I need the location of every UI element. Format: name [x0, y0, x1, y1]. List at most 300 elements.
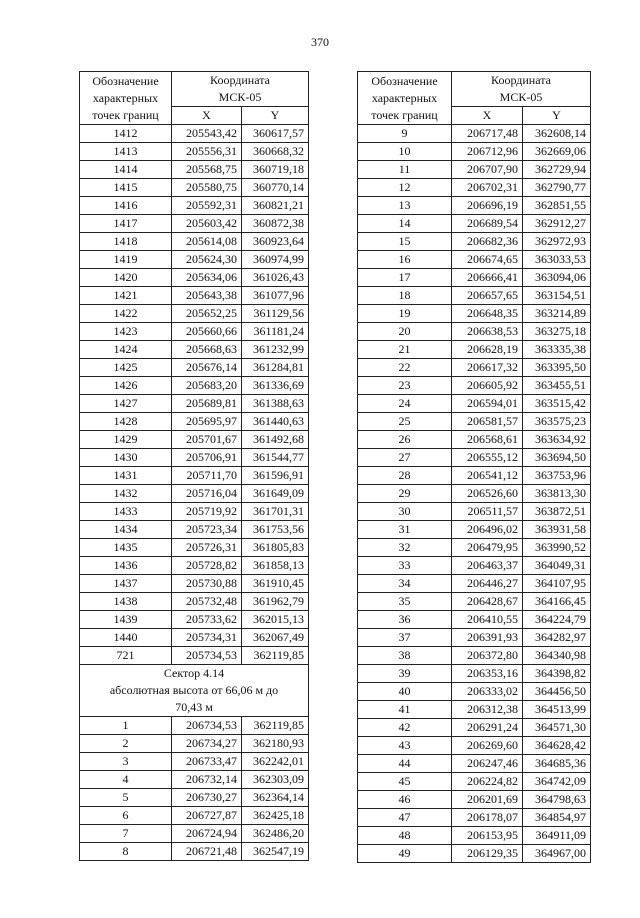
point-id-cell: 11	[358, 161, 452, 179]
point-id-cell: 15	[358, 233, 452, 251]
table-row	[358, 305, 591, 323]
y-coordinate-cell: 360923,64	[242, 233, 309, 251]
point-id-cell: 4	[80, 771, 172, 789]
sector-header	[80, 665, 309, 717]
point-id-cell: 1426	[80, 377, 172, 395]
x-coordinate-cell: 205706,91	[172, 449, 242, 467]
y-coordinate-cell: 362486,20	[242, 825, 309, 843]
table-row	[358, 575, 591, 593]
table-row	[358, 377, 591, 395]
point-id-cell: 1438	[80, 593, 172, 611]
table-row	[80, 771, 309, 789]
table-row	[80, 467, 309, 485]
table-row	[80, 449, 309, 467]
x-coordinate-cell: 206526,60	[452, 485, 523, 503]
point-id-cell: 1417	[80, 215, 172, 233]
table-row	[80, 251, 309, 269]
table-row	[358, 503, 591, 521]
table-row	[80, 215, 309, 233]
table-row	[358, 719, 591, 737]
point-id-cell: 9	[358, 125, 452, 143]
x-header: X	[452, 107, 523, 125]
table-row	[80, 377, 309, 395]
table-row	[358, 179, 591, 197]
point-id-cell: 8	[80, 843, 172, 861]
x-coordinate-cell: 206734,27	[172, 735, 242, 753]
y-coordinate-cell: 363094,06	[523, 269, 591, 287]
y-coordinate-cell: 363990,52	[523, 539, 591, 557]
x-coordinate-cell: 206496,02	[452, 521, 523, 539]
sector-line3: 70,43 м	[175, 700, 213, 714]
y-header: Y	[523, 107, 591, 125]
x-coordinate-cell: 206721,48	[172, 843, 242, 861]
table-row	[358, 269, 591, 287]
x-coordinate-cell: 206511,57	[452, 503, 523, 521]
table-row	[80, 233, 309, 251]
y-coordinate-cell: 362180,93	[242, 735, 309, 753]
y-coordinate-cell: 360719,18	[242, 161, 309, 179]
point-id-cell: 1412	[80, 125, 172, 143]
x-coordinate-cell: 205568,75	[172, 161, 242, 179]
y-coordinate-cell: 361962,79	[242, 593, 309, 611]
x-coordinate-cell: 206247,46	[452, 755, 523, 773]
x-coordinate-cell: 206153,95	[452, 827, 523, 845]
y-coordinate-cell: 363395,50	[523, 359, 591, 377]
point-header: Обозначение характерных точек границ	[80, 72, 172, 125]
table-row	[358, 611, 591, 629]
y-coordinate-cell: 364166,45	[523, 593, 591, 611]
right-coordinates-table	[357, 71, 591, 863]
x-coordinate-cell: 206555,12	[452, 449, 523, 467]
x-coordinate-cell: 206353,16	[452, 665, 523, 683]
x-coordinate-cell: 205716,04	[172, 485, 242, 503]
table-row	[358, 485, 591, 503]
point-id-cell: 1420	[80, 269, 172, 287]
point-id-cell: 41	[358, 701, 452, 719]
x-coordinate-cell: 206224,82	[452, 773, 523, 791]
table-row	[80, 359, 309, 377]
x-coordinate-cell: 205556,31	[172, 143, 242, 161]
table-row	[80, 503, 309, 521]
x-coordinate-cell: 206201,69	[452, 791, 523, 809]
coord-header: Координата МСК-05	[452, 72, 591, 107]
y-coordinate-cell: 361336,69	[242, 377, 309, 395]
y-coordinate-cell: 363335,38	[523, 341, 591, 359]
table-row	[358, 323, 591, 341]
y-coordinate-cell: 362547,19	[242, 843, 309, 861]
x-coordinate-cell: 206717,48	[452, 125, 523, 143]
table-row	[358, 143, 591, 161]
y-coordinate-cell: 364967,00	[523, 845, 591, 863]
y-coordinate-cell: 364798,63	[523, 791, 591, 809]
table-row	[358, 125, 591, 143]
point-id-cell: 47	[358, 809, 452, 827]
left-coordinates-table	[79, 71, 309, 861]
y-coordinate-cell: 360872,38	[242, 215, 309, 233]
table-row	[80, 341, 309, 359]
point-id-cell: 48	[358, 827, 452, 845]
point-id-cell: 1423	[80, 323, 172, 341]
point-id-cell: 40	[358, 683, 452, 701]
table-row	[80, 143, 309, 161]
table-row	[358, 413, 591, 431]
point-id-cell: 23	[358, 377, 452, 395]
point-id-cell: 1419	[80, 251, 172, 269]
x-coordinate-cell: 205614,08	[172, 233, 242, 251]
table-row	[358, 809, 591, 827]
table-row	[80, 161, 309, 179]
table-row	[358, 359, 591, 377]
table-row	[358, 629, 591, 647]
table-row	[358, 593, 591, 611]
y-coordinate-cell: 364340,98	[523, 647, 591, 665]
point-id-cell: 1418	[80, 233, 172, 251]
x-coordinate-cell: 206178,07	[452, 809, 523, 827]
table-row	[80, 395, 309, 413]
x-coordinate-cell: 205732,48	[172, 593, 242, 611]
table-row	[358, 395, 591, 413]
x-coordinate-cell: 206269,60	[452, 737, 523, 755]
x-coordinate-cell: 205624,30	[172, 251, 242, 269]
point-id-cell: 1437	[80, 575, 172, 593]
x-coordinate-cell: 205543,42	[172, 125, 242, 143]
x-coordinate-cell: 205676,14	[172, 359, 242, 377]
point-id-cell: 1428	[80, 413, 172, 431]
x-coordinate-cell: 205723,34	[172, 521, 242, 539]
y-coordinate-cell: 364398,82	[523, 665, 591, 683]
table-row	[80, 485, 309, 503]
y-coordinate-cell: 363694,50	[523, 449, 591, 467]
y-coordinate-cell: 363753,96	[523, 467, 591, 485]
sector-title: Сектор 4.14	[163, 666, 225, 680]
table-row	[80, 593, 309, 611]
x-coordinate-cell: 205734,53	[172, 647, 242, 665]
point-id-cell: 1416	[80, 197, 172, 215]
point-id-cell: 31	[358, 521, 452, 539]
y-coordinate-cell: 363515,42	[523, 395, 591, 413]
y-coordinate-cell: 361388,63	[242, 395, 309, 413]
x-coordinate-cell: 205734,31	[172, 629, 242, 647]
table-row	[358, 233, 591, 251]
y-coordinate-cell: 361232,99	[242, 341, 309, 359]
point-id-cell: 33	[358, 557, 452, 575]
table-row	[80, 323, 309, 341]
x-coordinate-cell: 206479,95	[452, 539, 523, 557]
point-id-cell: 5	[80, 789, 172, 807]
point-id-cell: 1414	[80, 161, 172, 179]
point-id-cell: 3	[80, 753, 172, 771]
y-coordinate-cell: 363634,92	[523, 431, 591, 449]
x-header: X	[172, 107, 242, 125]
y-coordinate-cell: 360821,21	[242, 197, 309, 215]
x-coordinate-cell: 206594,01	[452, 395, 523, 413]
point-id-cell: 32	[358, 539, 452, 557]
point-id-cell: 22	[358, 359, 452, 377]
x-coordinate-cell: 206696,19	[452, 197, 523, 215]
y-coordinate-cell: 362242,01	[242, 753, 309, 771]
table-row	[358, 539, 591, 557]
point-id-cell: 1429	[80, 431, 172, 449]
x-coordinate-cell: 206727,87	[172, 807, 242, 825]
point-id-cell: 39	[358, 665, 452, 683]
y-coordinate-cell: 364628,42	[523, 737, 591, 755]
x-coordinate-cell: 205634,06	[172, 269, 242, 287]
x-coordinate-cell: 206733,47	[172, 753, 242, 771]
table-row	[80, 413, 309, 431]
y-coordinate-cell: 361544,77	[242, 449, 309, 467]
point-id-cell: 17	[358, 269, 452, 287]
x-coordinate-cell: 206730,27	[172, 789, 242, 807]
x-coordinate-cell: 206657,65	[452, 287, 523, 305]
point-id-cell: 1430	[80, 449, 172, 467]
table-row	[358, 431, 591, 449]
x-coordinate-cell: 206628,19	[452, 341, 523, 359]
table-row	[80, 843, 309, 861]
table-row	[358, 791, 591, 809]
point-id-cell: 42	[358, 719, 452, 737]
x-coordinate-cell: 206391,93	[452, 629, 523, 647]
x-coordinate-cell: 206333,02	[452, 683, 523, 701]
y-coordinate-cell: 364049,31	[523, 557, 591, 575]
y-coordinate-cell: 363575,23	[523, 413, 591, 431]
x-coordinate-cell: 206129,35	[452, 845, 523, 863]
y-coordinate-cell: 361596,91	[242, 467, 309, 485]
point-header: Обозначение характерных точек границ	[358, 72, 452, 125]
point-id-cell: 43	[358, 737, 452, 755]
x-coordinate-cell: 206372,80	[452, 647, 523, 665]
x-coordinate-cell: 206410,55	[452, 611, 523, 629]
x-coordinate-cell: 206463,37	[452, 557, 523, 575]
x-coordinate-cell: 205689,81	[172, 395, 242, 413]
point-id-cell: 2	[80, 735, 172, 753]
table-row	[80, 753, 309, 771]
point-id-cell: 44	[358, 755, 452, 773]
table-row	[80, 717, 309, 735]
point-id-cell: 27	[358, 449, 452, 467]
table-row	[80, 197, 309, 215]
point-id-cell: 1421	[80, 287, 172, 305]
y-coordinate-cell: 360617,57	[242, 125, 309, 143]
table-row	[80, 539, 309, 557]
x-coordinate-cell: 205668,63	[172, 341, 242, 359]
y-coordinate-cell: 361753,56	[242, 521, 309, 539]
table-row	[358, 701, 591, 719]
table-row	[80, 287, 309, 305]
y-coordinate-cell: 361181,24	[242, 323, 309, 341]
x-coordinate-cell: 205711,70	[172, 467, 242, 485]
point-id-cell: 18	[358, 287, 452, 305]
table-row	[358, 665, 591, 683]
x-coordinate-cell: 205726,31	[172, 539, 242, 557]
x-coordinate-cell: 206568,61	[452, 431, 523, 449]
point-id-cell: 12	[358, 179, 452, 197]
point-id-cell: 16	[358, 251, 452, 269]
table-row	[358, 521, 591, 539]
x-coordinate-cell: 205683,20	[172, 377, 242, 395]
x-coordinate-cell: 206446,27	[452, 575, 523, 593]
point-id-cell: 7	[80, 825, 172, 843]
y-coordinate-cell: 364911,09	[523, 827, 591, 845]
y-coordinate-cell: 364456,50	[523, 683, 591, 701]
y-coordinate-cell: 362119,85	[242, 647, 309, 665]
table-row	[358, 341, 591, 359]
point-id-cell: 36	[358, 611, 452, 629]
point-id-cell: 1435	[80, 539, 172, 557]
y-coordinate-cell: 363275,18	[523, 323, 591, 341]
y-coordinate-cell: 361026,43	[242, 269, 309, 287]
table-row	[80, 125, 309, 143]
y-coordinate-cell: 361440,63	[242, 413, 309, 431]
x-coordinate-cell: 206674,65	[452, 251, 523, 269]
x-coordinate-cell: 205603,42	[172, 215, 242, 233]
y-coordinate-cell: 363214,89	[523, 305, 591, 323]
y-coordinate-cell: 363813,30	[523, 485, 591, 503]
table-row	[358, 215, 591, 233]
sector-line2: абсолютная высота от 66,06 м до	[109, 683, 279, 697]
x-coordinate-cell: 206682,36	[452, 233, 523, 251]
table-row	[80, 647, 309, 665]
x-coordinate-cell: 206541,12	[452, 467, 523, 485]
x-coordinate-cell: 206712,96	[452, 143, 523, 161]
y-coordinate-cell: 362067,49	[242, 629, 309, 647]
table-row	[80, 269, 309, 287]
table-row	[80, 789, 309, 807]
point-id-cell: 28	[358, 467, 452, 485]
y-coordinate-cell: 361077,96	[242, 287, 309, 305]
table-row	[358, 449, 591, 467]
table-row	[358, 755, 591, 773]
y-coordinate-cell: 362851,55	[523, 197, 591, 215]
coord-header: Координата МСК-05	[172, 72, 309, 107]
x-coordinate-cell: 205695,97	[172, 413, 242, 431]
y-coordinate-cell: 364107,95	[523, 575, 591, 593]
point-id-cell: 1433	[80, 503, 172, 521]
point-id-cell: 721	[80, 647, 172, 665]
y-coordinate-cell: 363931,58	[523, 521, 591, 539]
y-coordinate-cell: 364854,97	[523, 809, 591, 827]
x-coordinate-cell: 206312,38	[452, 701, 523, 719]
y-coordinate-cell: 363154,51	[523, 287, 591, 305]
point-id-cell: 1440	[80, 629, 172, 647]
table-row	[358, 251, 591, 269]
point-id-cell: 34	[358, 575, 452, 593]
table-row	[358, 737, 591, 755]
point-id-cell: 1422	[80, 305, 172, 323]
table-row	[358, 161, 591, 179]
x-coordinate-cell: 206638,53	[452, 323, 523, 341]
y-coordinate-cell: 361701,31	[242, 503, 309, 521]
y-coordinate-cell: 364513,99	[523, 701, 591, 719]
point-id-cell: 29	[358, 485, 452, 503]
point-id-cell: 35	[358, 593, 452, 611]
y-coordinate-cell: 361858,13	[242, 557, 309, 575]
table-row	[80, 305, 309, 323]
x-coordinate-cell: 206666,41	[452, 269, 523, 287]
y-coordinate-cell: 362015,13	[242, 611, 309, 629]
x-coordinate-cell: 206648,35	[452, 305, 523, 323]
x-coordinate-cell: 205728,82	[172, 557, 242, 575]
point-id-cell: 1415	[80, 179, 172, 197]
point-id-cell: 25	[358, 413, 452, 431]
table-row	[358, 287, 591, 305]
x-coordinate-cell: 206291,24	[452, 719, 523, 737]
y-coordinate-cell: 364742,09	[523, 773, 591, 791]
point-id-cell: 14	[358, 215, 452, 233]
table-row	[358, 557, 591, 575]
x-coordinate-cell: 205719,92	[172, 503, 242, 521]
y-coordinate-cell: 361284,81	[242, 359, 309, 377]
y-coordinate-cell: 363033,53	[523, 251, 591, 269]
point-id-cell: 21	[358, 341, 452, 359]
point-id-cell: 1432	[80, 485, 172, 503]
table-row	[80, 735, 309, 753]
point-id-cell: 19	[358, 305, 452, 323]
x-coordinate-cell: 205730,88	[172, 575, 242, 593]
point-id-cell: 1434	[80, 521, 172, 539]
x-coordinate-cell: 205660,66	[172, 323, 242, 341]
x-coordinate-cell: 205643,38	[172, 287, 242, 305]
point-id-cell: 1424	[80, 341, 172, 359]
y-coordinate-cell: 363872,51	[523, 503, 591, 521]
x-coordinate-cell: 206605,92	[452, 377, 523, 395]
y-coordinate-cell: 362119,85	[242, 717, 309, 735]
sector-header-row	[80, 665, 309, 717]
y-coordinate-cell: 361805,83	[242, 539, 309, 557]
table-row	[358, 647, 591, 665]
point-id-cell: 10	[358, 143, 452, 161]
x-coordinate-cell: 205652,25	[172, 305, 242, 323]
x-coordinate-cell: 205592,31	[172, 197, 242, 215]
y-coordinate-cell: 364571,30	[523, 719, 591, 737]
y-coordinate-cell: 364282,97	[523, 629, 591, 647]
table-row	[80, 521, 309, 539]
point-id-cell: 1425	[80, 359, 172, 377]
table-row	[358, 197, 591, 215]
x-coordinate-cell: 206734,53	[172, 717, 242, 735]
point-id-cell: 1439	[80, 611, 172, 629]
x-coordinate-cell: 206617,32	[452, 359, 523, 377]
y-coordinate-cell: 364685,36	[523, 755, 591, 773]
table-row	[358, 827, 591, 845]
table-row	[358, 773, 591, 791]
table-row	[80, 825, 309, 843]
y-coordinate-cell: 362912,27	[523, 215, 591, 233]
y-coordinate-cell: 361492,68	[242, 431, 309, 449]
y-coordinate-cell: 362729,94	[523, 161, 591, 179]
x-coordinate-cell: 206689,54	[452, 215, 523, 233]
x-coordinate-cell: 206581,57	[452, 413, 523, 431]
table-row	[80, 575, 309, 593]
table-row	[358, 467, 591, 485]
y-coordinate-cell: 362790,77	[523, 179, 591, 197]
y-coordinate-cell: 361910,45	[242, 575, 309, 593]
y-coordinate-cell: 363455,51	[523, 377, 591, 395]
y-coordinate-cell: 362972,93	[523, 233, 591, 251]
point-id-cell: 38	[358, 647, 452, 665]
point-id-cell: 13	[358, 197, 452, 215]
table-row	[358, 845, 591, 863]
y-coordinate-cell: 360770,14	[242, 179, 309, 197]
point-id-cell: 20	[358, 323, 452, 341]
table-row	[80, 807, 309, 825]
table-row	[358, 683, 591, 701]
table-row	[80, 629, 309, 647]
point-id-cell: 45	[358, 773, 452, 791]
y-coordinate-cell: 360974,99	[242, 251, 309, 269]
x-coordinate-cell: 206702,31	[452, 179, 523, 197]
page-number: 370	[311, 35, 329, 49]
table-row	[80, 557, 309, 575]
